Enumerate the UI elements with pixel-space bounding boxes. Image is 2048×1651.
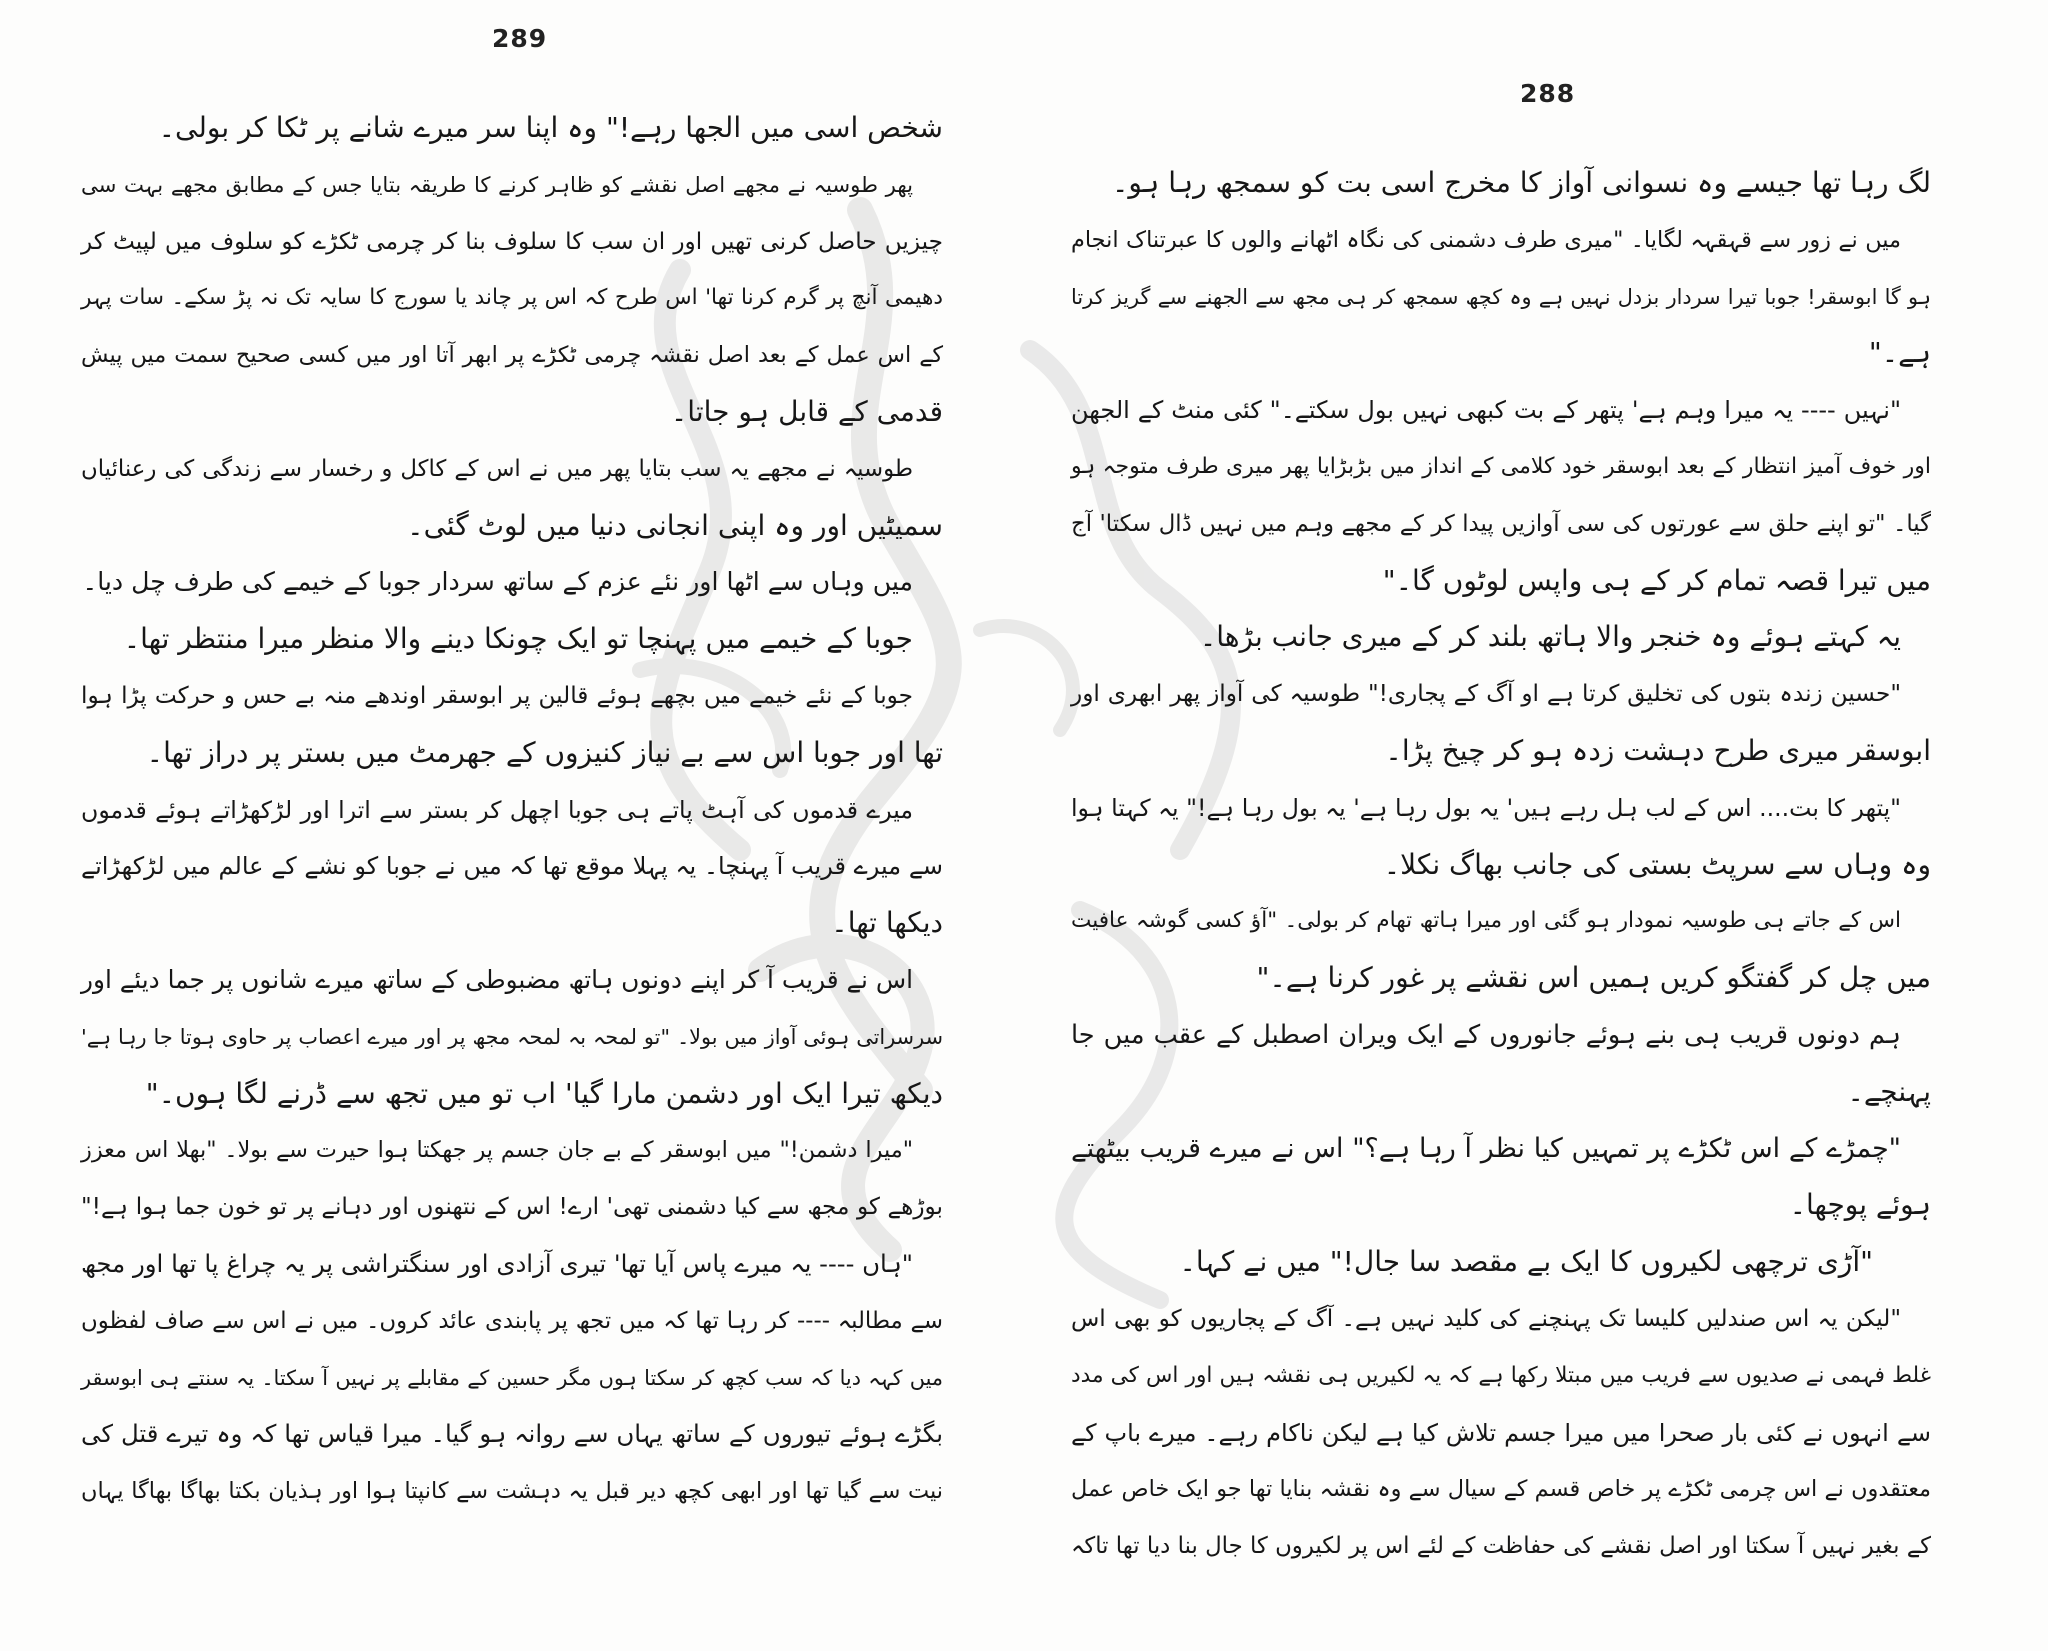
text-line: "پتھر کا بت.... اس کے لب ہل رہے ہیں' یہ بول رہا ہے' یہ بول رہا ہے!" یہ کہتا ہوا	[1071, 793, 1901, 822]
text-line: "لیکن یہ اس صندلیں کلیسا تک پہنچنے کی کلید نہیں ہے۔ آگ کے پجاریوں کو بھی اس	[1071, 1304, 1901, 1332]
paragraph	[81, 441, 943, 555]
page-text	[81, 100, 943, 1520]
text-line: چیزیں حاصل کرنی تھیں اور ان سب کا سلوف بنا کر چرمی ٹکڑے کو سلوف میں لپیٹ کر	[81, 227, 943, 255]
text-line: میں وہاں سے اٹھا اور نئے عزم کے ساتھ سردار جوبا کے خیمے کی طرف چل دیا۔	[82, 567, 913, 597]
text-line: معتقدوں نے اس چرمی ٹکڑے پر خاص قسم کے سیال سے وہ نقشہ بنایا تھا جو ایک خاص عمل	[1071, 1476, 1931, 1503]
text-line: اس نے قریب آ کر اپنے دونوں ہاتھ مضبوطی کے ساتھ میرے شانوں پر جما دیئے اور	[81, 964, 913, 994]
text-line: اس کے جاتے ہی طوسیہ نمودار ہو گئی اور میرا ہاتھ تھام کر بولی۔ "آؤ کسی گوشہ عافیت	[1071, 908, 1901, 934]
text-line: دھیمی آنچ پر گرم کرنا تھا' اس طرح کہ اس پر چاند یا سورج کا سایہ تک نہ پڑ سکے۔ سات پہر	[81, 285, 943, 311]
text-line: میں تیرا قصہ تمام کر کے ہی واپس لوٹوں گا۔"	[1382, 563, 1931, 597]
text-line: سے انہوں نے کئی بار صحرا میں میرا جسم تلاش کیا ہے لیکن ناکام رہے۔ میرے باپ کے	[1071, 1418, 1931, 1447]
paragraph	[1071, 780, 1931, 894]
text-line: میں نے زور سے قہقہہ لگایا۔ "میری طرف دشمنی کی نگاہ اٹھانے والوں کا عبرتناک انجام	[1071, 226, 1901, 253]
paragraph	[1071, 382, 1931, 609]
text-line: اور خوف آمیز انتظار کے بعد ابوسقر خود کلامی کے انداز میں بڑبڑایا پھر میری طرف متوجہ ہو	[1071, 453, 1931, 479]
paragraph	[81, 952, 943, 1122]
paragraph	[1071, 609, 1931, 666]
text-line: ہے۔"	[1868, 336, 1931, 370]
page-number: 289	[492, 24, 548, 53]
text-line: ہوئے پوچھا۔	[1789, 1188, 1931, 1222]
text-line: پہنچے۔	[1847, 1074, 1931, 1108]
text-line: ہو گا ابوسقر! جوبا تیرا سردار بزدل نہیں ہے وہ کچھ سمجھ کر ہی مجھ سے الجھنے سے گریز کرتا	[1071, 284, 1931, 309]
text-line: جوبا کے نئے خیمے میں بچھے ہوئے قالین پر ابوسقر اوندھے منہ بے حس و حرکت پڑا ہوا	[81, 681, 913, 709]
text-line: میں چل کر گفتگو کریں ہمیں اس نقشے پر غور کرنا ہے۔"	[1256, 961, 1931, 995]
text-line: گیا۔ "تو اپنے حلق سے عورتوں کی سی آوازیں پیدا کر کے مجھے وہم میں نہیں ڈال سکتا' آج	[1071, 510, 1931, 537]
text-line: میرے قدموں کی آہٹ پاتے ہی جوبا اچھل کر بستر سے اترا اور لڑکھڑاتے ہوئے قدموں	[81, 795, 913, 824]
text-line: وہ وہاں سے سرپٹ بستی کی جانب بھاگ نکلا۔	[1383, 847, 1931, 881]
text-line: "چمڑے کے اس ٹکڑے پر تمہیں کیا نظر آ رہا ہے؟" اس نے میرے قریب بیٹھتے	[1071, 1132, 1901, 1164]
page-number: 288	[1520, 79, 1576, 108]
text-line: بگڑے ہوئے تیوروں کے ساتھ یہاں سے روانہ ہو گیا۔ میرا قیاس تھا کہ وہ تیرے قتل کی	[81, 1419, 943, 1449]
text-line: "حسین زندہ بتوں کی تخلیق کرتا ہے او آگ کے پجاری!" طوسیہ کی آواز پھر ابھری اور	[1071, 680, 1901, 708]
paragraph	[81, 782, 943, 952]
text-line: "میرا دشمن!" میں ابوسقر کے بے جان جسم پر جھکتا ہوا حیرت سے بولا۔ "بھلا اس معزز	[81, 1137, 913, 1164]
text-line: کے بغیر نہیں آ سکتا اور اصل نقشے کی حفاظت کے لئے اس پر لکیروں کا جال بنا دیا تھا تاکہ	[1071, 1533, 1931, 1560]
text-line: نیت سے گیا تھا اور ابھی کچھ دیر قبل یہ دہشت سے کانپتا ہوا اور ہذیان بکتا بھاگا بھاگا یہاں	[81, 1478, 943, 1505]
page-289	[0, 0, 1010, 1651]
text-line: شخص اسی میں الجھا رہے!" وہ اپنا سر میرے شانے پر ٹکا کر بولی۔	[158, 111, 943, 144]
text-line: بوڑھے کو مجھ سے کیا دشمنی تھی' ارے! اس کے نتھنوں اور دہانے پر تو خون جما ہوا ہے!"	[81, 1193, 943, 1221]
text-line: سرسراتی ہوئی آواز میں بولا۔ "تو لمحہ بہ لمحہ مجھ پر اور میرے اعصاب پر حاوی ہوتا جا رہا ہے'	[81, 1024, 943, 1049]
paragraph	[1071, 155, 1931, 212]
text-line: قدمی کے قابل ہو جاتا۔	[670, 394, 943, 428]
paragraph	[81, 157, 943, 441]
paragraph	[1071, 1007, 1931, 1121]
text-line: پھر طوسیہ نے مجھے اصل نقشے کو ظاہر کرنے کا طریقہ بتایا جس کے مطابق مجھے بہت سی	[81, 171, 913, 197]
paragraph	[1071, 893, 1931, 1007]
text-line: سے مطالبہ ---- کر رہا تھا کہ میں تجھ پر پابندی عائد کروں۔ میں نے اس سے صاف لفظوں	[81, 1307, 943, 1334]
text-line: لگ رہا تھا جیسے وہ نسوانی آواز کا مخرج اسی بت کو سمجھ رہا ہو۔	[1112, 166, 1931, 199]
paragraph	[81, 1122, 943, 1236]
text-line: غلط فہمی نے صدیوں سے فریب میں مبتلا رکھا ہے کہ یہ لکیریں ہی نقشہ ہیں اور اس کی مدد	[1071, 1362, 1931, 1388]
paragraph	[81, 554, 943, 611]
paragraph	[1071, 212, 1931, 382]
paragraph	[1071, 1291, 1931, 1575]
paragraph	[1071, 1234, 1931, 1291]
paragraph	[81, 611, 943, 668]
text-line: سمیٹیں اور وہ اپنی انجانی دنیا میں لوٹ گئی۔	[407, 508, 943, 542]
paragraph	[81, 100, 943, 157]
text-line: میں کہہ دیا کہ سب کچھ کر سکتا ہوں مگر حسین کے مقابلے پر نہیں آ سکتا۔ یہ سنتے ہی ابوسقر	[81, 1365, 943, 1390]
text-line: "آڑی ترچھی لکیروں کا ایک بے مقصد سا جال!" میں نے کہا۔	[1179, 1245, 1873, 1279]
paragraph	[1071, 1121, 1931, 1235]
page-288	[1010, 0, 2048, 1651]
text-line: ابوسقر میری طرح دہشت زدہ ہو کر چیخ پڑا۔	[1385, 733, 1931, 767]
text-line: دیکھا تھا۔	[831, 906, 943, 940]
paragraph	[81, 1236, 943, 1520]
paragraph	[81, 668, 943, 782]
text-line: طوسیہ نے مجھے یہ سب بتایا پھر میں نے اس کے کاکل و رخسار سے زندگی کی رعنائیاں	[81, 455, 913, 482]
text-line: "نہیں ---- یہ میرا وہم ہے' پتھر کے بت کبھی نہیں بول سکتے۔" کئی منٹ کے الجھن	[1071, 396, 1901, 425]
text-line: جوبا کے خیمے میں پہنچا تو ایک چونکا دینے والا منظر میرا منتظر تھا۔	[123, 622, 913, 656]
text-line: "ہاں ---- یہ میرے پاس آیا تھا' تیری آزادی اور سنگتراشی پر یہ چراغ پا تھا اور مجھ	[81, 1248, 913, 1278]
text-line: سے میرے قریب آ پہنچا۔ یہ پہلا موقع تھا کہ میں نے جوبا کو نشے کے عالم میں لڑکھڑاتے	[81, 852, 943, 881]
text-line: یہ کہتے ہوئے وہ خنجر والا ہاتھ بلند کر کے میری جانب بڑھا۔	[1199, 620, 1901, 654]
text-line: تھا اور جوبا اس سے بے نیاز کنیزوں کے جھرمٹ میں بستر پر دراز تھا۔	[146, 735, 943, 769]
paragraph	[1071, 666, 1931, 780]
page-text	[1071, 155, 1931, 1575]
text-line: ہم دونوں قریب ہی بنے ہوئے جانوروں کے ایک ویران اصطبل کے عقب میں جا	[1071, 1019, 1901, 1050]
text-line: دیکھ تیرا ایک اور دشمن مارا گیا' اب تو میں تجھ سے ڈرنے لگا ہوں۔"	[145, 1076, 943, 1110]
text-line: کے اس عمل کے بعد اصل نقشہ چرمی ٹکڑے پر ابھر آتا اور میں کسی صحیح سمت میں پیش	[81, 342, 943, 369]
